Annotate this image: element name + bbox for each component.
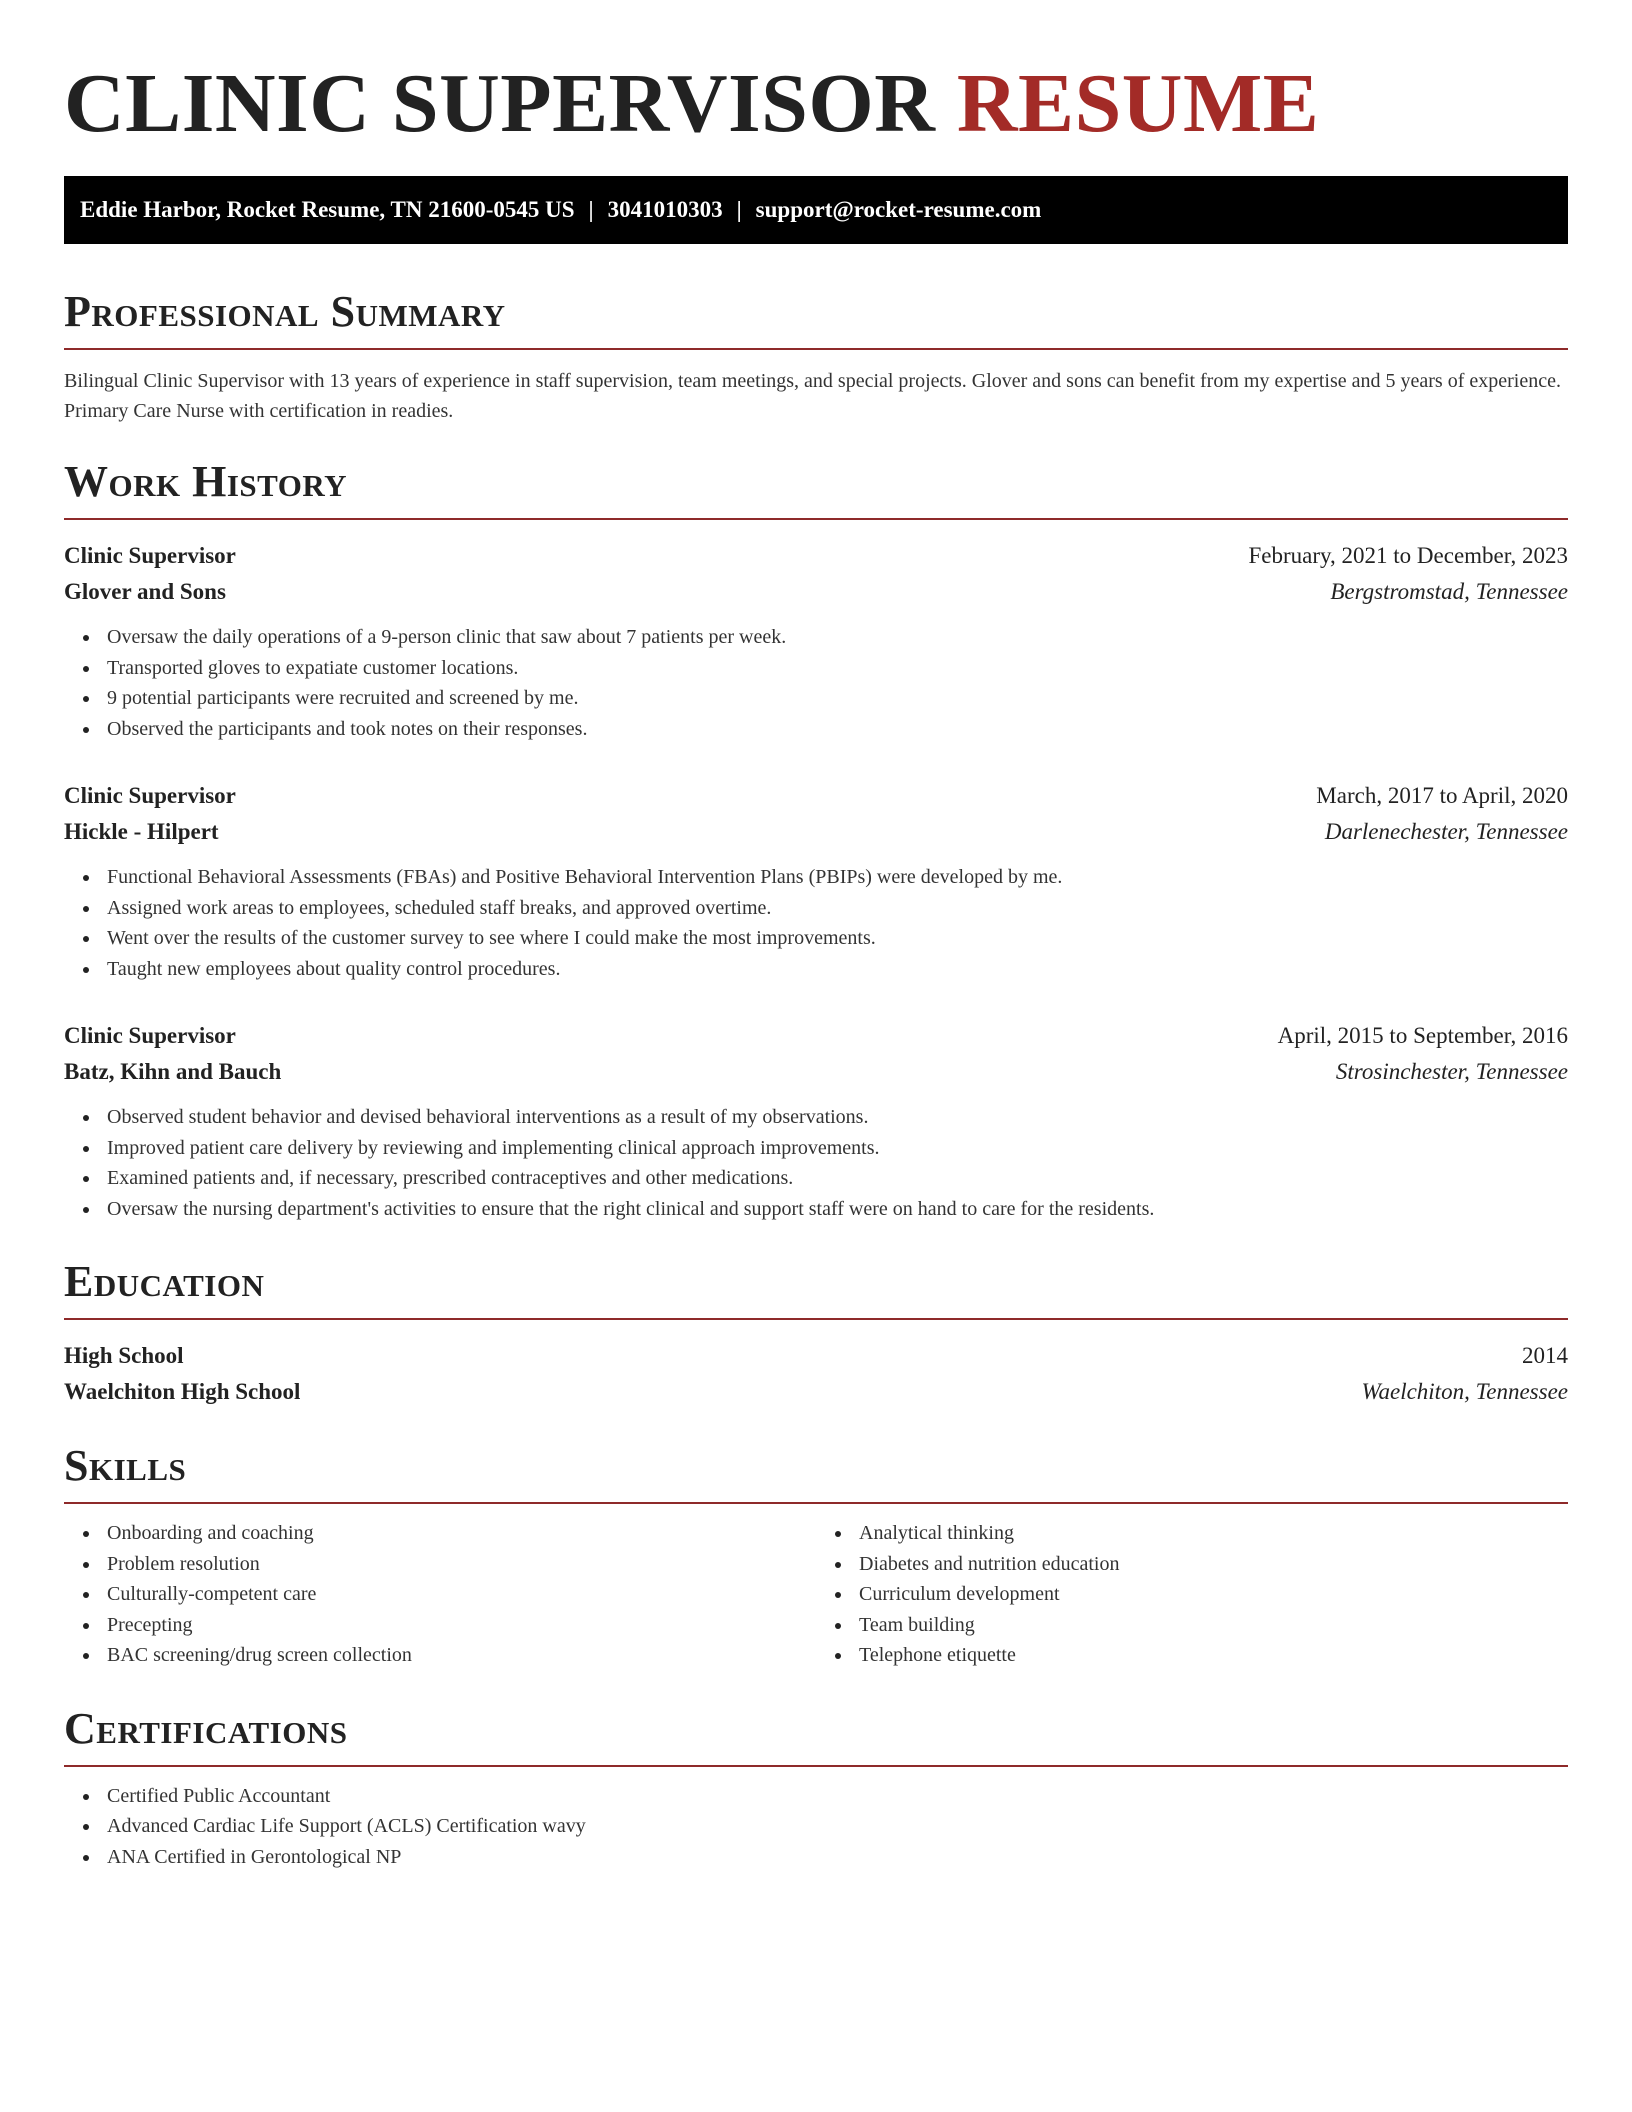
skill-item: Diabetes and nutrition education bbox=[859, 1549, 1568, 1580]
job-location: Darlenechester, Tennessee bbox=[1324, 819, 1568, 844]
skill-item: BAC screening/drug screen collection bbox=[107, 1640, 816, 1671]
skills-heading: Skills bbox=[64, 1440, 1568, 1504]
skills-column-right bbox=[816, 1518, 1568, 1671]
skill-item: Telephone etiquette bbox=[859, 1640, 1568, 1671]
summary-text: Bilingual Clinic Supervisor with 13 years of experience in staff supervision, team meetings, and special projects. Glover and sons can benefit from my expertise and 5 years of experience. Primary Care Nurse with certification in readies. bbox=[64, 370, 1561, 422]
contact-phone: 3041010303 bbox=[607, 197, 723, 222]
contact-separator: | bbox=[588, 197, 594, 222]
education-school: Waelchiton High School bbox=[64, 1379, 301, 1404]
skill-item: Problem resolution bbox=[107, 1549, 816, 1580]
education-location: Waelchiton, Tennessee bbox=[1361, 1379, 1568, 1404]
job-company-row bbox=[64, 814, 1568, 850]
contact-bar bbox=[64, 176, 1568, 244]
title-accent: RESUME bbox=[956, 57, 1320, 150]
job-entry bbox=[64, 1018, 1568, 1224]
education-year: 2014 bbox=[1522, 1343, 1568, 1368]
job-bullet: Taught new employees about quality control procedures. bbox=[107, 954, 1568, 985]
job-bullets bbox=[64, 1102, 1568, 1224]
job-company: Glover and Sons bbox=[64, 579, 226, 604]
job-title: Clinic Supervisor bbox=[64, 543, 236, 568]
job-bullet: Examined patients and, if necessary, prescribed contraceptives and other medications. bbox=[107, 1163, 1568, 1194]
contact-email: support@rocket-resume.com bbox=[755, 197, 1042, 222]
job-dates: March, 2017 to April, 2020 bbox=[1316, 783, 1568, 808]
skills-column-left bbox=[64, 1518, 816, 1671]
job-bullet: Assigned work areas to employees, scheduled staff breaks, and approved overtime. bbox=[107, 893, 1568, 924]
job-header bbox=[64, 538, 1568, 574]
work-history-heading: Work History bbox=[64, 456, 1568, 520]
skill-item: Precepting bbox=[107, 1610, 816, 1641]
contact-address: Eddie Harbor, Rocket Resume, TN 21600-0545 US bbox=[80, 197, 575, 222]
certification-item: Advanced Cardiac Life Support (ACLS) Certification wavy bbox=[107, 1811, 1568, 1842]
certifications-heading: Certifications bbox=[64, 1703, 1568, 1767]
skill-item: Onboarding and coaching bbox=[107, 1518, 816, 1549]
job-bullet: Transported gloves to expatiate customer locations. bbox=[107, 653, 1568, 684]
title-main: CLINIC SUPERVISOR bbox=[64, 57, 936, 150]
job-company: Batz, Kihn and Bauch bbox=[64, 1059, 282, 1084]
summary-section bbox=[64, 286, 1568, 426]
skill-item: Curriculum development bbox=[859, 1579, 1568, 1610]
skill-item: Team building bbox=[859, 1610, 1568, 1641]
certifications-list bbox=[64, 1781, 1568, 1873]
job-header bbox=[64, 1018, 1568, 1054]
job-dates: February, 2021 to December, 2023 bbox=[1248, 543, 1568, 568]
job-company: Hickle - Hilpert bbox=[64, 819, 219, 844]
job-bullet: Observed student behavior and devised behavioral interventions as a result of my observations. bbox=[107, 1102, 1568, 1133]
education-header bbox=[64, 1338, 1568, 1374]
job-company-row bbox=[64, 1054, 1568, 1090]
certification-item: ANA Certified in Gerontological NP bbox=[107, 1842, 1568, 1873]
job-entry bbox=[64, 778, 1568, 984]
skill-item: Analytical thinking bbox=[859, 1518, 1568, 1549]
contact-separator: | bbox=[736, 197, 742, 222]
education-heading: Education bbox=[64, 1256, 1568, 1320]
education-entry bbox=[64, 1338, 1568, 1410]
summary-heading: Professional Summary bbox=[64, 286, 1568, 350]
certification-item: Certified Public Accountant bbox=[107, 1781, 1568, 1812]
job-location: Strosinchester, Tennessee bbox=[1335, 1059, 1568, 1084]
job-bullets bbox=[64, 862, 1568, 984]
job-dates: April, 2015 to September, 2016 bbox=[1277, 1023, 1568, 1048]
skills-grid bbox=[64, 1518, 1568, 1671]
job-bullet: Went over the results of the customer survey to see where I could make the most improvements. bbox=[107, 923, 1568, 954]
work-history-section bbox=[64, 456, 1568, 1224]
resume-title bbox=[64, 0, 1568, 152]
job-bullet: Observed the participants and took notes on their responses. bbox=[107, 714, 1568, 745]
job-company-row bbox=[64, 574, 1568, 610]
job-bullet: Oversaw the nursing department's activities to ensure that the right clinical and support staff were on hand to care for the residents. bbox=[107, 1194, 1568, 1225]
skill-item: Culturally-competent care bbox=[107, 1579, 816, 1610]
job-bullet: Functional Behavioral Assessments (FBAs) and Positive Behavioral Intervention Plans (PBIPs) were developed by me. bbox=[107, 862, 1568, 893]
job-header bbox=[64, 778, 1568, 814]
education-section bbox=[64, 1256, 1568, 1410]
job-location: Bergstromstad, Tennessee bbox=[1330, 579, 1568, 604]
job-title: Clinic Supervisor bbox=[64, 783, 236, 808]
education-degree: High School bbox=[64, 1343, 184, 1368]
job-bullet: Oversaw the daily operations of a 9-person clinic that saw about 7 patients per week. bbox=[107, 622, 1568, 653]
skills-section bbox=[64, 1440, 1568, 1671]
job-bullets bbox=[64, 622, 1568, 744]
job-entry bbox=[64, 538, 1568, 744]
education-school-row bbox=[64, 1374, 1568, 1410]
job-bullet: Improved patient care delivery by reviewing and implementing clinical approach improvements. bbox=[107, 1133, 1568, 1164]
certifications-section bbox=[64, 1703, 1568, 1873]
job-bullet: 9 potential participants were recruited and screened by me. bbox=[107, 683, 1568, 714]
job-title: Clinic Supervisor bbox=[64, 1023, 236, 1048]
